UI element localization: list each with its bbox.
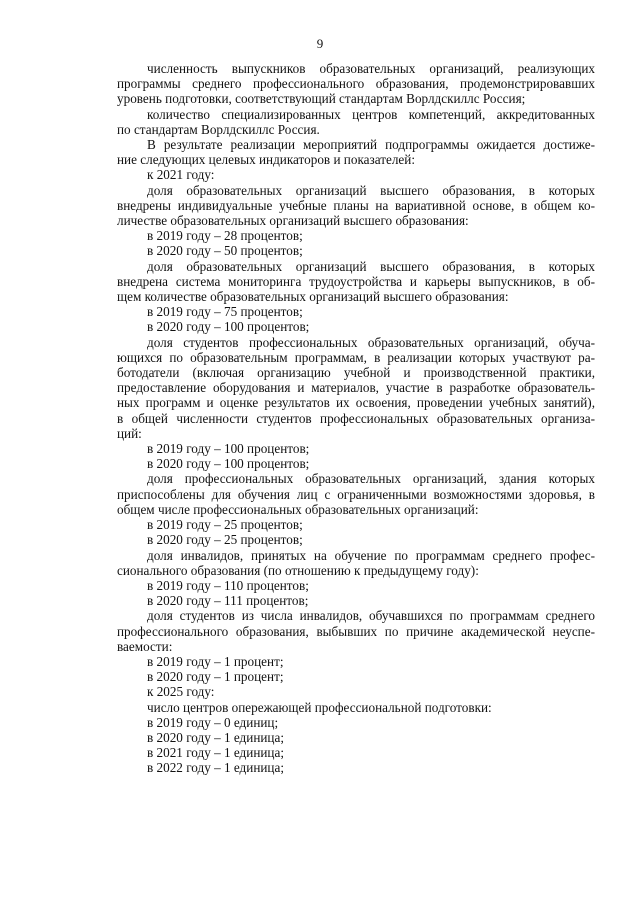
text-line: доля образовательных организаций высшего образования, в которых bbox=[147, 182, 595, 198]
text-line: в 2019 году – 0 единиц; bbox=[147, 714, 279, 730]
paragraph-p13 bbox=[117, 456, 595, 471]
text-line: в 2019 году – 28 процентов; bbox=[147, 228, 303, 244]
text-line: ных программ и оценке результатов их освоения, проведении учебных занятий), bbox=[117, 395, 595, 411]
text-line: в 2020 году – 1 процент; bbox=[147, 669, 284, 685]
paragraph-p23 bbox=[117, 684, 595, 699]
text-line: к 2021 году: bbox=[147, 167, 215, 183]
text-line: численность выпускников образовательных организаций, реализующих bbox=[147, 61, 595, 76]
text-line: сионального образования (по отношению к предыдущему году): bbox=[117, 562, 479, 578]
page-number: 9 bbox=[316, 36, 324, 51]
paragraph-p11 bbox=[117, 335, 595, 441]
text-line: в 2020 году – 100 процентов; bbox=[147, 319, 310, 335]
paragraph-p8 bbox=[117, 259, 595, 305]
text-line: доля профессиональных образовательных организаций, здания которых bbox=[147, 471, 595, 487]
paragraph-p21 bbox=[117, 654, 595, 669]
paragraph-p9 bbox=[117, 304, 595, 319]
paragraph-p16 bbox=[117, 532, 595, 547]
paragraph-p14 bbox=[117, 471, 595, 517]
text-line: доля студентов из числа инвалидов, обучавшихся по программам среднего bbox=[147, 608, 595, 624]
paragraph-p19 bbox=[117, 593, 595, 608]
text-line: в 2019 году – 110 процентов; bbox=[147, 577, 309, 593]
text-line: по стандартам Ворлдскиллс Россия. bbox=[117, 121, 320, 137]
text-line: ботодатели (включая организацию учебной и производственной практики, bbox=[117, 365, 595, 381]
text-line: число центров опережающей профессиональной подготовки: bbox=[147, 699, 492, 715]
paragraph-p20 bbox=[117, 608, 595, 654]
text-line: доля образовательных организаций высшего образования, в которых bbox=[147, 258, 595, 274]
text-line: внедрена система мониторинга трудоустройства и карьеры выпускников, в об- bbox=[117, 273, 595, 289]
text-line: внедрены индивидуальные учебные планы на вариативной основе, в общем ко- bbox=[117, 197, 595, 213]
text-line: личестве образовательных организаций высшего образования: bbox=[117, 213, 469, 229]
text-line: в 2020 году – 25 процентов; bbox=[147, 532, 303, 548]
paragraph-p12 bbox=[117, 441, 595, 456]
text-line: доля студентов профессиональных образовательных организаций, обуча- bbox=[147, 334, 595, 350]
paragraph-p6 bbox=[117, 228, 595, 243]
text-line: в общей численности студентов профессиональных образовательных организа- bbox=[117, 410, 595, 426]
text-line: в 2019 году – 100 процентов; bbox=[147, 441, 310, 457]
text-line: приспособлены для обучения лиц с ограниченными возможностями здоровья, в bbox=[117, 486, 595, 502]
text-line: В результате реализации мероприятий подпрограммы ожидается достиже- bbox=[147, 137, 595, 153]
text-line: в 2019 году – 25 процентов; bbox=[147, 517, 303, 533]
paragraph-p1 bbox=[117, 61, 595, 107]
text-line: щем количестве образовательных организаций высшего образования: bbox=[117, 289, 509, 305]
text-line: в 2020 году – 111 процентов; bbox=[147, 593, 309, 609]
paragraph-p28 bbox=[117, 760, 595, 775]
text-line: к 2025 году: bbox=[147, 684, 215, 700]
text-line: ваемости: bbox=[117, 638, 173, 654]
paragraph-p2 bbox=[117, 107, 595, 137]
paragraph-p10 bbox=[117, 319, 595, 334]
paragraph-p4 bbox=[117, 167, 595, 182]
text-line: в 2020 году – 1 единица; bbox=[147, 729, 285, 745]
text-line: профессионального образования, выбывших по причине академической неуспе- bbox=[117, 623, 595, 639]
paragraph-p27 bbox=[117, 745, 595, 760]
paragraph-p25 bbox=[117, 715, 595, 730]
text-line: в 2020 году – 50 процентов; bbox=[147, 243, 303, 259]
text-line: предоставление оборудования и материалов, участие в разработке образователь- bbox=[117, 380, 595, 396]
text-line: доля инвалидов, принятых на обучение по программам среднего профес- bbox=[147, 547, 595, 563]
paragraph-p17 bbox=[117, 548, 595, 578]
text-line: общем числе профессиональных образовательных организаций: bbox=[117, 501, 479, 517]
paragraph-p22 bbox=[117, 669, 595, 684]
document-body bbox=[117, 61, 595, 776]
text-line: ние следующих целевых индикаторов и показателей: bbox=[117, 152, 416, 168]
text-line: ющихся по образовательным программам, в реализации которых участвуют ра- bbox=[117, 349, 595, 365]
paragraph-p26 bbox=[117, 730, 595, 745]
text-line: в 2021 году – 1 единица; bbox=[147, 745, 285, 761]
text-line: программы среднего профессионального образования, продемонстрировавших bbox=[117, 76, 595, 92]
paragraph-p18 bbox=[117, 578, 595, 593]
paragraph-p5 bbox=[117, 183, 595, 229]
text-line: в 2019 году – 75 процентов; bbox=[147, 304, 303, 320]
paragraph-p15 bbox=[117, 517, 595, 532]
text-line: ций: bbox=[117, 425, 142, 441]
text-line: количество специализированных центров компетенций, аккредитованных bbox=[147, 106, 595, 122]
text-line: в 2019 году – 1 процент; bbox=[147, 653, 284, 669]
text-line: уровень подготовки, соответствующий стандартам Ворлдскиллс Россия; bbox=[117, 91, 526, 107]
paragraph-p24 bbox=[117, 700, 595, 715]
paragraph-p3 bbox=[117, 137, 595, 167]
text-line: в 2022 году – 1 единица; bbox=[147, 760, 285, 776]
paragraph-p7 bbox=[117, 243, 595, 258]
text-line: в 2020 году – 100 процентов; bbox=[147, 456, 310, 472]
